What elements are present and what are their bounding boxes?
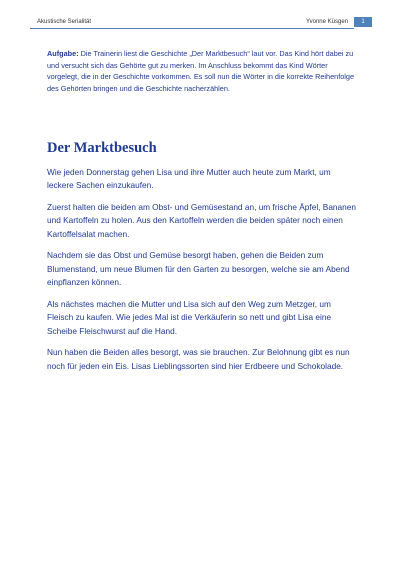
- header-title: Akustische Serialität: [37, 19, 92, 25]
- task-text: Die Trainerin liest die Geschichte „Der Marktbesuch“ laut vor. Das Kind hört dabei zu und versucht sich das Gehörte gut zu merken. Im Anschluss bekommt das Kind Wörter vorgelegt, die in der Geschichte vorkommen. Es soll nun die Wörter in die korrekte Reihenfolge des Gehörten bringen und die Geschichte nacherzählen.: [47, 49, 355, 93]
- page-number-badge: 1: [354, 17, 372, 27]
- story-paragraph: Nachdem sie das Obst und Gemüse besorgt haben, gehen die Beiden zum Blumenstand, um neue Blumen für den Garten zu besorgen, welche sie am Abend einpflanzen können.: [47, 250, 350, 288]
- page-header: [30, 18, 372, 30]
- header-author: Yvonne Küsgen: [305, 19, 348, 25]
- story-paragraph: Zuerst halten die beiden am Obst- und Gemüsestand an, um frische Äpfel, Bananen und Kartoffeln zu holen. Aus den Kartoffeln werden die beiden später noch einen Kartoffelsalat machen.: [47, 202, 357, 239]
- task-instructions: [47, 48, 357, 94]
- story-paragraph: Nun haben die Beiden alles besorgt, was sie brauchen. Zur Belohnung gibt es nun noch für jeden ein Eis. Lisas Lieblingssorten sind hier Erdbeere und Schokolade.: [47, 347, 350, 371]
- story-paragraph: Wie jeden Donnerstag gehen Lisa und ihre Mutter auch heute zum Markt, um leckere Sachen einzukaufen.: [47, 167, 331, 191]
- story-paragraph: Als nächstes machen die Mutter und Lisa sich auf den Weg zum Metzger, um Fleisch zu kaufen. Wie jedes Mal ist die Verkäuferin so nett und gibt Lisa eine Scheibe Fleischwurst auf die Hand.: [47, 298, 332, 336]
- header-divider: [30, 28, 354, 29]
- story-body: [47, 166, 357, 381]
- task-label: Aufgabe:: [47, 49, 79, 58]
- story-title: Der Marktbesuch: [47, 140, 157, 156]
